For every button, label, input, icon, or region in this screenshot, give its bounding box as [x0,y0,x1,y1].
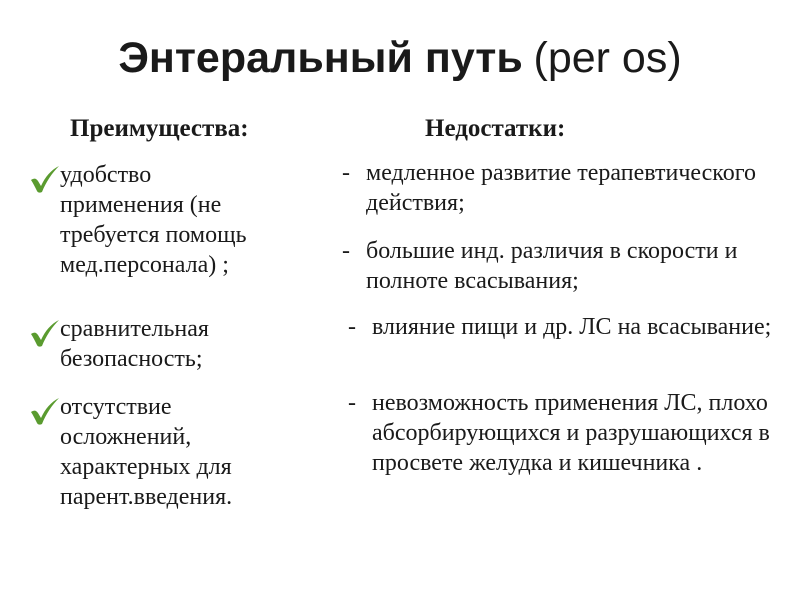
dash-marker: - [348,314,356,340]
disadvantage-item [348,312,800,342]
disadvantage-item [342,158,800,218]
advantage-item [28,160,328,280]
advantage-item [28,314,328,374]
check-icon [28,396,62,426]
disadvantage-item [348,388,800,478]
slide-title [0,30,800,87]
advantage-text: удобство применения (не требуется помощь мед.персонала) ; [60,162,247,278]
disadvantage-text: медленное развитие терапевтического действия; [366,160,756,216]
disadvantage-text: большие инд. различия в скорости и полноте всасывания; [366,238,738,294]
dash-marker: - [342,160,350,186]
check-icon [28,318,62,348]
disadvantage-text: невозможность применения ЛС, плохо абсорбирующихся и разрушающихся в просвете желудка и кишечника . [372,390,770,476]
advantages-heading: Преимущества: [70,115,249,142]
check-icon [28,164,62,194]
disadvantage-item [342,236,800,296]
title-main: Энтеральный путь [118,34,523,82]
dash-marker: - [342,238,350,264]
advantage-text: сравнительная безопасность; [60,316,209,372]
title-sub: (per os) [533,34,682,82]
advantage-text: отсутствие осложнений, характерных для парент.введения. [60,394,233,510]
advantage-item [28,392,328,512]
dash-marker: - [348,390,356,416]
disadvantages-heading: Недостатки: [425,115,566,142]
disadvantage-text: влияние пищи и др. ЛС на всасывание; [372,314,772,340]
